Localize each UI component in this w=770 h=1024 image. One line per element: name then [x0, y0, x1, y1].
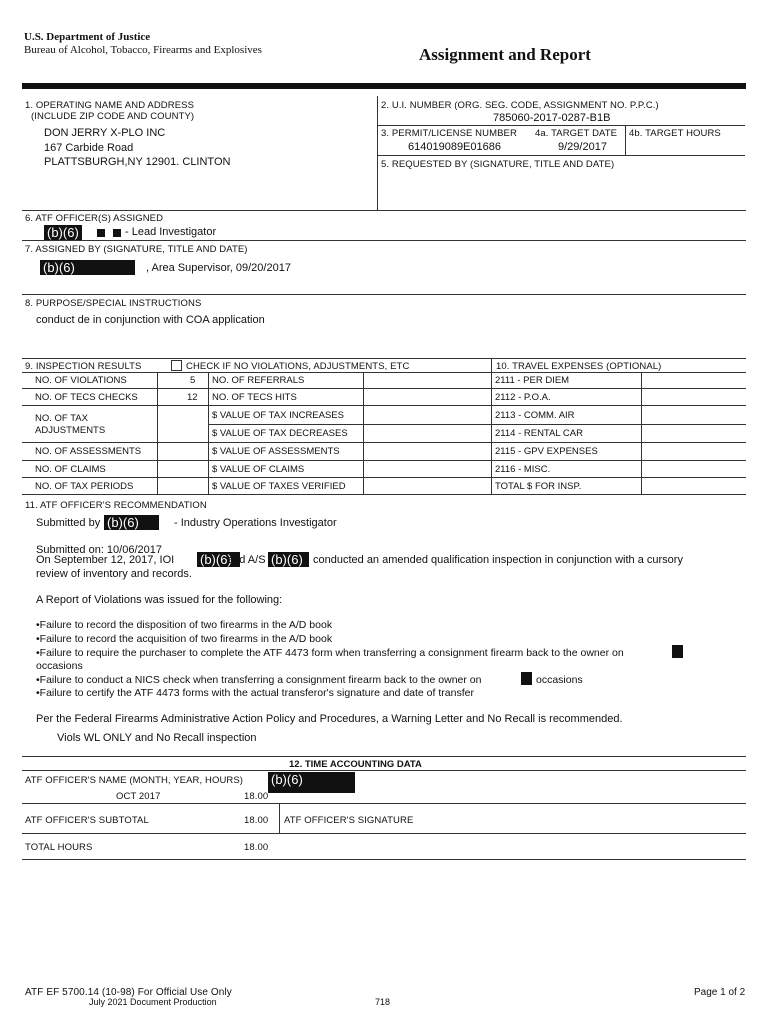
total-hours-value: 18.00	[244, 842, 269, 853]
divider	[22, 358, 746, 359]
inspection-results-label: 9. INSPECTION RESULTS	[25, 361, 142, 372]
operating-name-label: 1. OPERATING NAME AND ADDRESS	[25, 100, 195, 111]
divider	[22, 770, 746, 771]
poa-label: 2112 - P.O.A.	[495, 392, 551, 403]
permit-number-label: 3. PERMIT/LICENSE NUMBER	[381, 128, 517, 139]
recommendation-label: 11. ATF OFFICER'S RECOMMENDATION	[25, 500, 207, 511]
accounting-hours: 18.00	[244, 791, 269, 802]
para1-cont: review of inventory and records.	[36, 568, 192, 580]
violation-item: •Failure to record the acquisition of two firearms in the A/D book	[36, 633, 333, 645]
claims-label: NO. OF CLAIMS	[35, 464, 106, 475]
divider	[22, 477, 746, 478]
redaction-mark	[521, 672, 532, 685]
header-rule	[22, 83, 746, 89]
assigned-by-value: , Area Supervisor, 09/20/2017	[146, 262, 291, 274]
divider	[377, 155, 745, 156]
divider	[22, 372, 746, 373]
target-hours-label: 4b. TARGET HOURS	[629, 128, 721, 139]
violation-item-cont: occasions	[36, 660, 83, 672]
divider	[491, 358, 492, 494]
divider	[208, 372, 209, 494]
ioi-redaction: (b)(6)	[197, 552, 240, 567]
as-redaction: (b)(6)	[268, 552, 309, 567]
redaction-mark	[97, 229, 105, 237]
violations-count-label: NO. OF VIOLATIONS	[35, 375, 127, 386]
divider	[208, 424, 746, 425]
claims-value-label: $ VALUE OF CLAIMS	[212, 464, 305, 475]
divider	[22, 803, 746, 804]
licensee-name: DON JERRY X-PLO INC	[44, 127, 166, 139]
taxes-verified-label: $ VALUE OF TAXES VERIFIED	[212, 481, 346, 492]
redaction-mark	[113, 229, 121, 237]
violations-count-value: 5	[190, 375, 196, 386]
violations-intro: A Report of Violations was issued for the following:	[36, 594, 283, 606]
production-note: July 2021 Document Production	[89, 997, 217, 1007]
recommendation-summary: Viols WL ONLY and No Recall inspection	[57, 732, 257, 744]
divider	[279, 803, 280, 833]
licensee-city: PLATTSBURGH,NY 12901. CLINTON	[44, 156, 231, 168]
tax-decreases-label: $ VALUE OF TAX DECREASES	[212, 428, 348, 439]
submitted-by-prefix: Submitted by	[36, 517, 101, 529]
bureau-name: Bureau of Alcohol, Tobacco, Firearms and Explosives	[24, 44, 262, 56]
target-date-value: 9/29/2017	[558, 141, 607, 153]
total-hours-label: TOTAL HOURS	[25, 842, 93, 853]
purpose-label: 8. PURPOSE/SPECIAL INSTRUCTIONS	[25, 298, 202, 309]
permit-number-value: 614019089E01686	[408, 141, 501, 153]
licensee-street: 167 Carbide Road	[44, 142, 134, 154]
officers-assigned-label: 6. ATF OFFICER(S) ASSIGNED	[25, 213, 164, 224]
officer-name-label: ATF OFFICER'S NAME (MONTH, YEAR, HOURS)	[25, 775, 244, 786]
para1-mid: and A/S	[227, 554, 266, 566]
officer-name-redaction: (b)(6)	[268, 772, 355, 793]
submitted-by-redaction: (b)(6)	[104, 515, 159, 530]
divider	[22, 460, 746, 461]
tax-adjustments-label: NO. OF TAX ADJUSTMENTS	[35, 413, 106, 436]
divider	[22, 494, 746, 495]
divider	[22, 240, 746, 241]
divider	[157, 372, 158, 494]
ui-number-value: 785060-2017-0287-B1B	[493, 112, 611, 124]
form-title: Assignment and Report	[419, 45, 591, 64]
purpose-value: conduct de in conjunction with COA application	[36, 314, 265, 326]
officer-redaction: (b)(6)	[44, 225, 82, 240]
tax-periods-label: NO. OF TAX PERIODS	[35, 481, 134, 492]
misc-label: 2116 - MISC.	[495, 464, 551, 475]
violation-item-cont: occasions	[536, 674, 583, 686]
violation-item: •Failure to certify the ATF 4473 forms with the actual transferor's signature and date of transfer	[36, 687, 474, 699]
subtotal-value: 18.00	[244, 815, 269, 826]
divider	[22, 294, 746, 295]
divider	[377, 125, 745, 126]
no-violations-check-label: CHECK IF NO VIOLATIONS, ADJUSTMENTS, ETC	[186, 361, 410, 372]
violation-item: •Failure to require the purchaser to complete the ATF 4473 form when transferring a consignment firearm back to the owner on	[36, 647, 624, 659]
per-diem-label: 2111 - PER DIEM	[495, 375, 570, 386]
subtotal-label: ATF OFFICER'S SUBTOTAL	[25, 815, 149, 826]
divider	[22, 833, 746, 834]
operating-name-sublabel: (INCLUDE ZIP CODE AND COUNTY)	[31, 111, 195, 122]
tecs-checks-value: 12	[187, 392, 198, 403]
assigned-by-label: 7. ASSIGNED BY (SIGNATURE, TITLE AND DATE)	[25, 244, 248, 255]
travel-expenses-label: 10. TRAVEL EXPENSES (OPTIONAL)	[496, 361, 662, 372]
tecs-checks-label: NO. OF TECS CHECKS	[35, 392, 138, 403]
divider	[22, 210, 746, 211]
accounting-month: OCT 2017	[116, 791, 161, 802]
redaction-mark	[672, 645, 683, 658]
assessments-label: NO. OF ASSESSMENTS	[35, 446, 142, 457]
signature-label: ATF OFFICER'S SIGNATURE	[284, 815, 414, 826]
requested-by-label: 5. REQUESTED BY (SIGNATURE, TITLE AND DATE)	[381, 159, 615, 170]
violation-item: •Failure to record the disposition of two firearms in the A/D book	[36, 619, 333, 631]
agency-name: U.S. Department of Justice	[24, 31, 151, 43]
para1-start: On September 12, 2017, IOI	[36, 554, 175, 566]
tax-increases-label: $ VALUE OF TAX INCREASES	[212, 410, 344, 421]
para1-end: conducted an amended qualification inspection in conjunction with a cursory	[313, 554, 683, 566]
rental-car-label: 2114 - RENTAL CAR	[495, 428, 583, 439]
divider	[641, 372, 642, 494]
assigned-by-redaction: (b)(6)	[40, 260, 135, 275]
page-number: Page 1 of 2	[694, 987, 746, 998]
section1-divider	[377, 96, 378, 210]
divider	[22, 756, 746, 757]
referrals-label: NO. OF REFERRALS	[212, 375, 305, 386]
submitted-on: Submitted on: 10/06/2017	[36, 544, 162, 556]
divider	[363, 372, 364, 494]
comm-air-label: 2113 - COMM. AIR	[495, 410, 575, 421]
no-violations-checkbox[interactable]	[171, 360, 182, 371]
ui-number-label: 2. U.I. NUMBER (ORG. SEG. CODE, ASSIGNMENT NO. P.P.C.)	[381, 100, 659, 111]
recommendation-policy: Per the Federal Firearms Administrative Action Policy and Procedures, a Warning Letter and No Recall is recommended.	[36, 713, 623, 725]
submitted-by-suffix: - Industry Operations Investigator	[174, 517, 337, 529]
page-code: 718	[375, 997, 391, 1007]
target-date-label: 4a. TARGET DATE	[535, 128, 618, 139]
tecs-hits-label: NO. OF TECS HITS	[212, 392, 297, 403]
violation-item: •Failure to conduct a NICS check when transferring a consignment firearm back to the owner on	[36, 674, 482, 686]
divider	[22, 388, 746, 389]
total-insp-label: TOTAL $ FOR INSP.	[495, 481, 582, 492]
officer-role: - Lead Investigator	[125, 226, 217, 238]
divider	[22, 442, 746, 443]
divider	[625, 125, 626, 155]
form-id: ATF EF 5700.14 (10-98) For Official Use Only	[25, 987, 232, 998]
gpv-expenses-label: 2115 - GPV EXPENSES	[495, 446, 598, 457]
time-accounting-label: 12. TIME ACCOUNTING DATA	[289, 759, 422, 770]
assessments-value-label: $ VALUE OF ASSESSMENTS	[212, 446, 340, 457]
divider	[22, 405, 746, 406]
divider	[22, 859, 746, 860]
